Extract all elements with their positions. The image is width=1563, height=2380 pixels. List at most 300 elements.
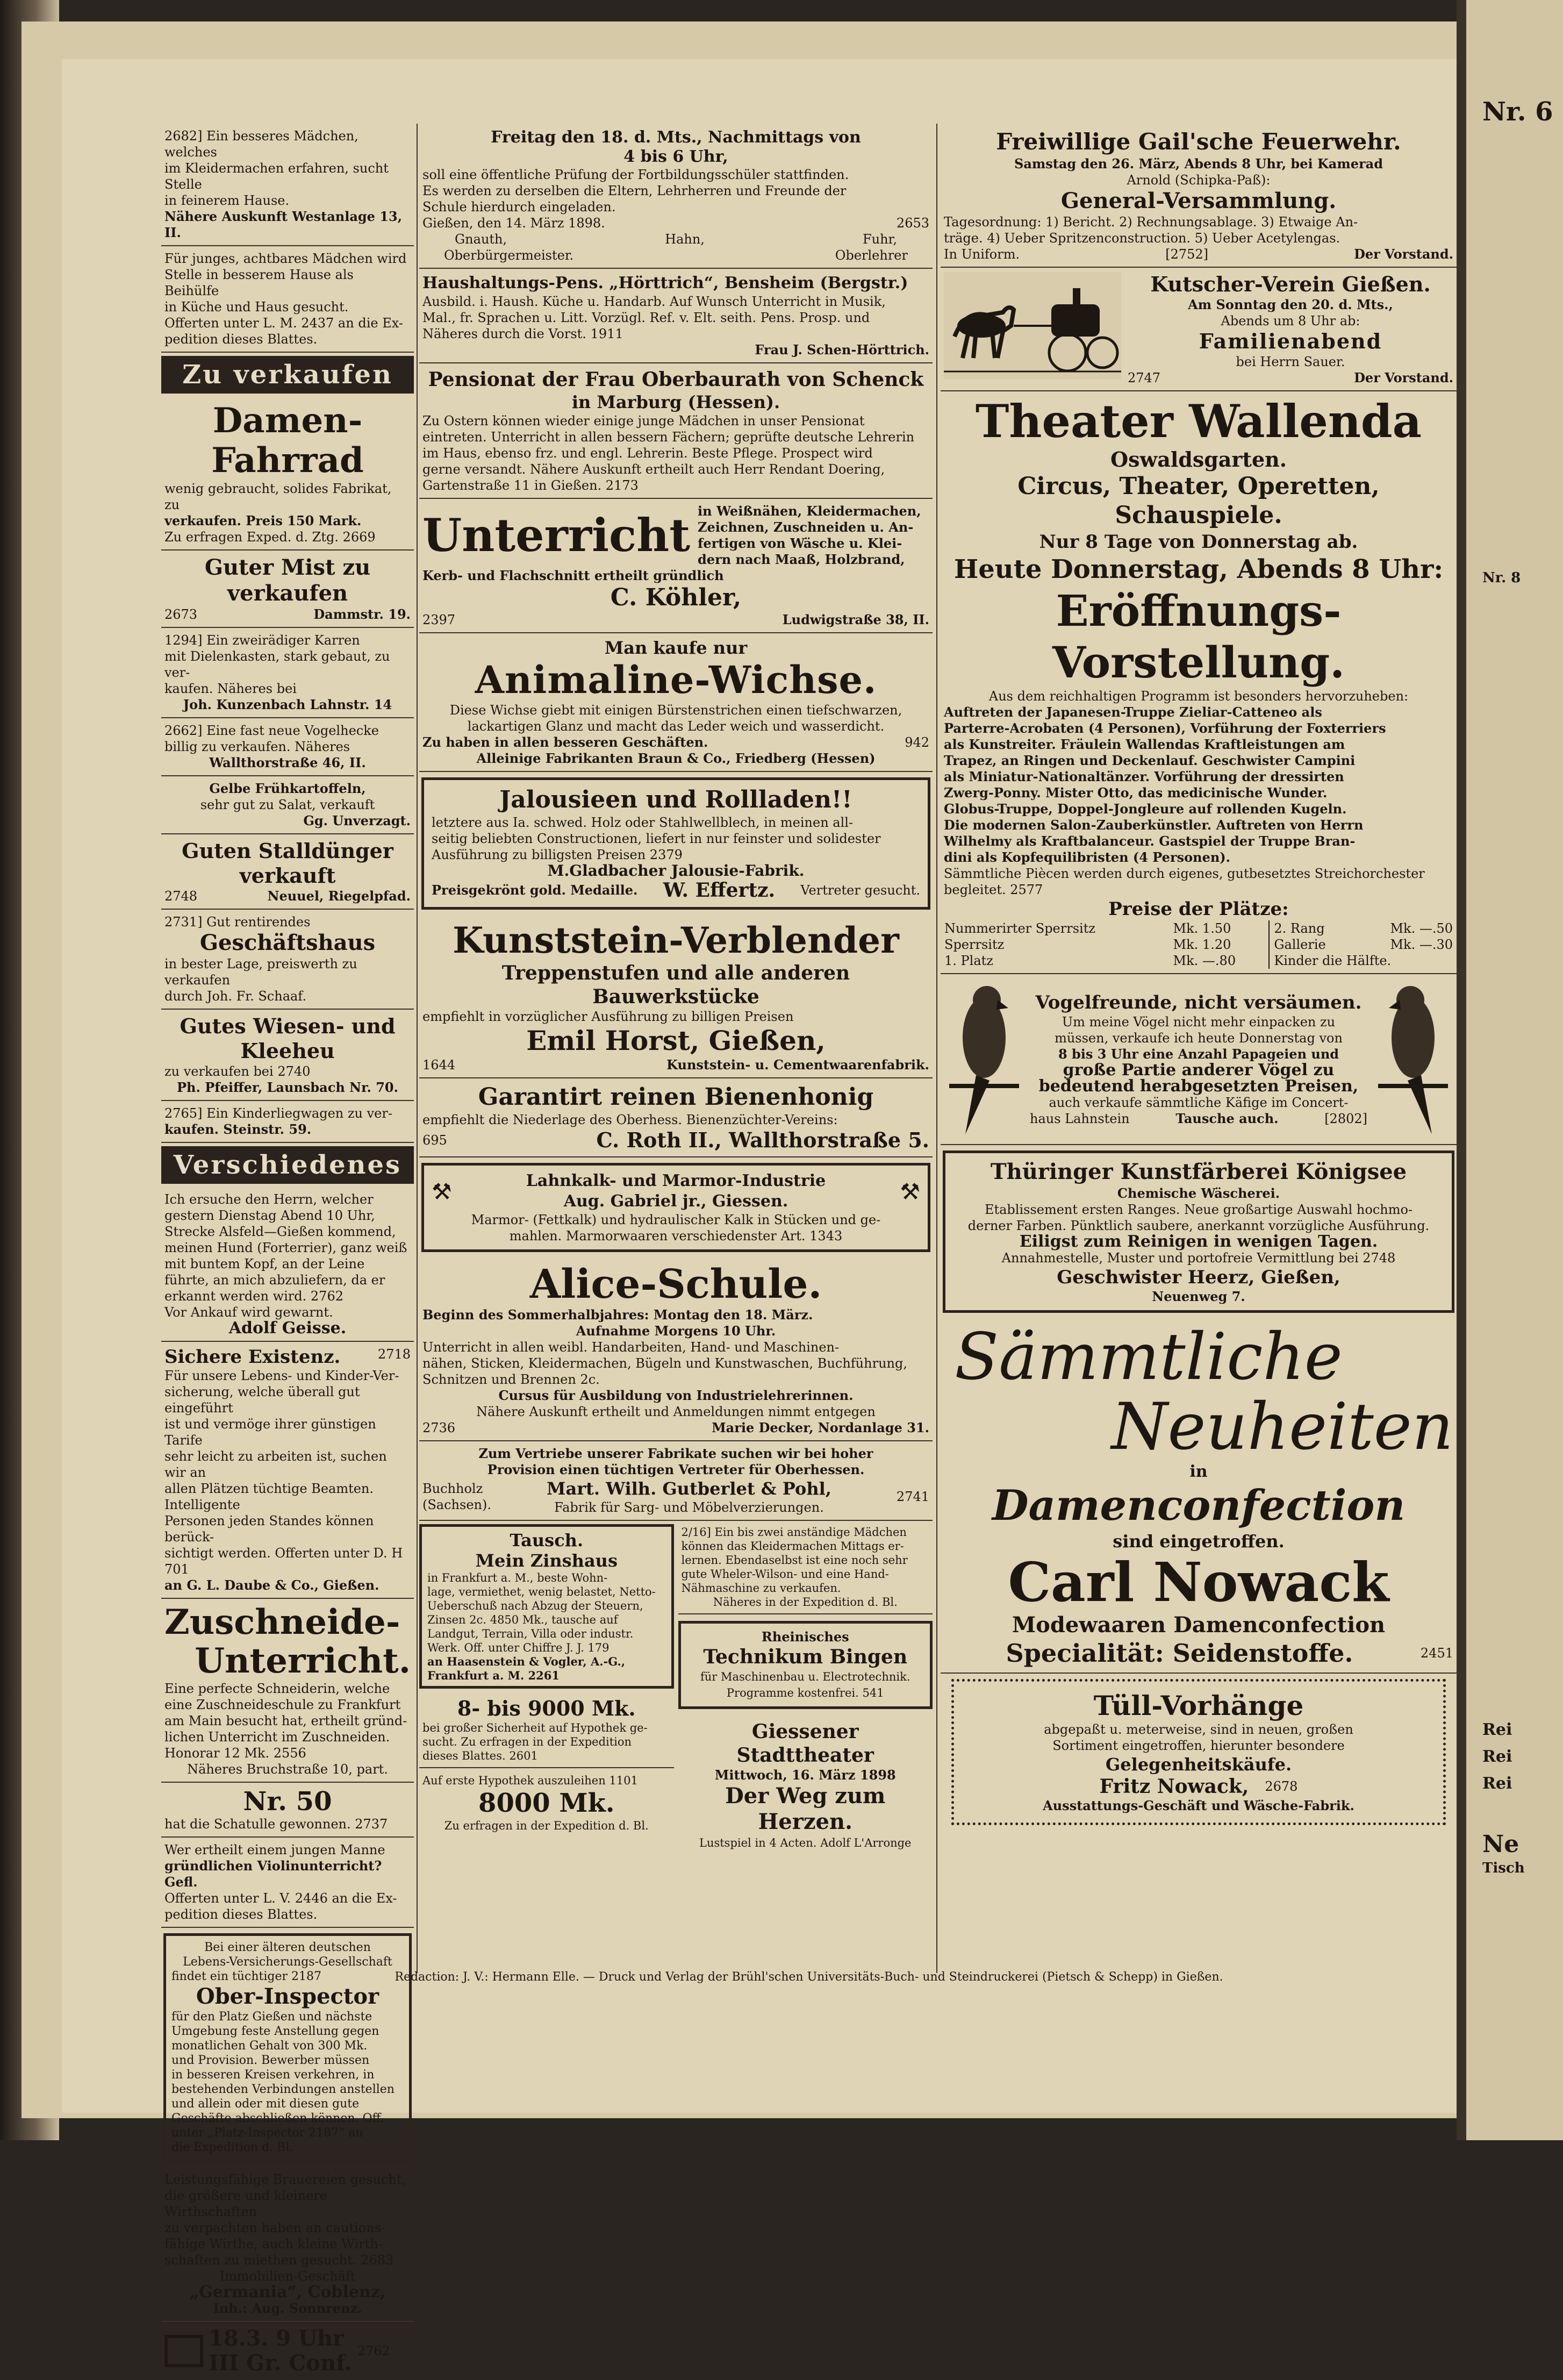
ad-line: Vor Ankauf wird gewarnt. [164, 1305, 333, 1320]
ad-line: Für junges, achtbares Mädchen wird [164, 251, 407, 266]
facing-page [1457, 0, 1563, 2140]
ad-line: Schule hierdurch eingeladen. [422, 199, 616, 215]
ad-title: Vogelfreunde, nicht versäumen. [1035, 992, 1362, 1013]
ad-signature: Marie Decker, Nordanlage 31. [712, 1420, 929, 1435]
ad-line: Strecke Alsfeld—Gießen kommend, [164, 1224, 396, 1239]
parrot-illustration [944, 978, 1024, 1140]
ad-title: Technikum Bingen [703, 1646, 908, 1668]
ad-line: Etablissement ersten Ranges. Neue großartige Auswahl hochmo- [984, 1202, 1413, 1217]
imprint-footer: Redaction: J. V.: Hermann Elle. — Druck und Verlag der Brühl'schen Universitäts-Buch- und Steindruckerei (Pietsch & Schepp) in Gießen. [395, 1970, 1223, 1984]
ad-title: Ober-Inspector [196, 1984, 379, 2009]
ad-date: Mittwoch, 16. März 1898 [714, 1767, 896, 1783]
ad-line: findet ein tüchtiger 2187 [171, 1970, 321, 1983]
ad-sub: Modewaaren Damenconfection [1012, 1612, 1386, 1638]
ad-number: 2741 [896, 1489, 929, 1504]
ad-line: Ausbild. i. Haush. Küche u. Handarb. Auf Wunsch Unterricht in Musik, [422, 294, 886, 309]
ad-line: Provision einen tüchtigen Vertreter für Oberhessen. [487, 1462, 865, 1477]
ad-technikum [678, 1621, 933, 1709]
ad-line: fertigen von Wäsche u. Klei- [698, 535, 902, 551]
facing-page-text: Rei [1482, 1774, 1512, 1793]
ad-line: Näheres durch die Vorst. 1911 [422, 326, 623, 341]
ad-title: Freitag den 18. d. Mts., Nachmittags von [491, 128, 861, 147]
ad-line: Lebens-Versicherungs-Gesellschaft [183, 1955, 392, 1969]
ad-line: Zinsen 2c. 4850 Mk., tausche auf [427, 1613, 618, 1626]
ad-head: Familienabend [1199, 329, 1382, 353]
ad-line: Auf erste Hypothek auszuleihen 1101 [422, 1774, 638, 1787]
ad-line: Zu erfragen Exped. d. Ztg. 2669 [164, 530, 376, 545]
ad-lime-marble [421, 1163, 930, 1252]
ad-line: Gg. Unverzagt. [303, 813, 411, 828]
ad-carl-nowack [941, 1318, 1457, 1674]
ad-line: fähige Wirthe, auch kleine Wirth- [164, 2236, 383, 2252]
ad-number: 2397 [422, 612, 456, 627]
ad-line: abgepaßt u. meterweise, sind in neuen, großen [1044, 1722, 1353, 1737]
ad-prize: Preisgekrönt gold. Medaille. [432, 882, 638, 898]
ad-line: Stelle in besserem Hause als Beihülfe [164, 267, 354, 298]
ad-number: [2802] [1324, 1111, 1367, 1126]
ad-exchange-house [419, 1524, 674, 1689]
ad-line: Joh. Kunzenbach Lahnstr. 14 [183, 697, 392, 712]
ad-title: Giessener Stadttheater [736, 1720, 874, 1767]
ad-honey [419, 1078, 933, 1157]
ad-title: Kunststein-Verblender [453, 919, 899, 961]
ad-sub: Nur 8 Tage von Donnerstag ab. [1039, 531, 1358, 553]
ad-helper-wanted [161, 246, 414, 353]
ad-line: haus Lahnstein [1030, 1111, 1130, 1126]
ad-line: dini als Kopfequilibristen (4 Personen). [944, 849, 1230, 865]
ad-signatory: Gnauth, [455, 232, 507, 247]
pointing-hand-icon [164, 2335, 203, 2367]
ad-title: Alice-Schule. [529, 1261, 822, 1307]
ad-line: Aufnahme Morgens 10 Uhr. [576, 1323, 776, 1339]
ad-line: sehr leicht zu arbeiten ist, suchen wir an [164, 1449, 387, 1480]
ad-line: Unterricht in allen weibl. Handarbeiten, Hand- und Maschinen- [422, 1340, 840, 1355]
ad-line: gründlichen Violinunterricht? Gefl. [164, 1858, 382, 1890]
ad-dye-works [943, 1150, 1454, 1313]
ad-boarding-school [419, 363, 933, 499]
ad-line: gute Wheler-Wilson- und eine Hand- [681, 1568, 889, 1581]
ad-name: Fritz Nowack, [1099, 1775, 1249, 1798]
ad-line: Zeichnen, Zuschneiden u. An- [698, 519, 914, 535]
column-rule [417, 124, 418, 1973]
ad-line: und allein oder mit diesen gute [171, 2097, 360, 2111]
ad-title: Jalousieen und Rollladen!! [499, 786, 852, 813]
ad-title: 18.3. 9 Uhr [209, 2326, 345, 2351]
ad-line: bei Herrn Sauer. [1236, 354, 1345, 369]
table-cell: Kinder die Hälfte. [1269, 953, 1453, 969]
ad-line: die größere und kleinere Wirthschaften [164, 2188, 328, 2219]
ad-line: Für unsere Lebens- und Kinder-Ver- [164, 1368, 399, 1383]
ad-line: Chemische Wäscherei. [1117, 1185, 1280, 1201]
ad-place: Oswaldsgarten. [1110, 447, 1287, 471]
ad-city-theatre [678, 1716, 933, 1855]
ad-name: C. Roth II., Wallthorstraße 5. [596, 1128, 929, 1152]
ad-title: Sämmtliche [955, 1320, 1343, 1395]
ad-line: Offerten unter L. M. 2437 an die Ex- [164, 316, 403, 331]
ad-animaline-polish [419, 633, 933, 772]
ad-title: Damenconfection [992, 1481, 1406, 1530]
ad-number: [2752] [1165, 247, 1209, 262]
ad-tulle-curtains [951, 1679, 1446, 1825]
parrot-illustration [1373, 978, 1453, 1140]
ad-line: in bester Lage, preiswerth zu verkaufen [164, 956, 357, 988]
ad-line: sucht. Zu erfragen in der Expedition [422, 1735, 632, 1748]
ad-blinds [421, 777, 930, 910]
ad-line: Nähere Auskunft ertheilt und Anmeldungen nimmt entgegen [476, 1404, 876, 1419]
ad-line: als Kunstreiter. Fräulein Wallendas Kraftleistungen am [944, 737, 1345, 752]
table-cell: Mk. —.50 [1390, 921, 1453, 936]
ad-line: 2731] Gut rentirendes [164, 914, 311, 930]
ad-head: Circus, Theater, Operetten, Schauspiele. [1017, 473, 1380, 529]
ad-line: allen Plätzen tüchtige Beamten. Intelligente [164, 1481, 374, 1512]
ad-day: Heute Donnerstag, Abends 8 Uhr: [953, 554, 1444, 584]
ad-line: lage, vermiethet, wenig belastet, Netto- [427, 1585, 656, 1598]
ad-line: Wer ertheilt einem jungen Manne [164, 1842, 385, 1857]
ad-line: Bei einer älteren deutschen [204, 1941, 371, 1954]
ad-line: Frankfurt a. M. 2261 [427, 1669, 560, 1682]
ad-title: Haushaltungs-Pens. „Hörttrich“, Bensheim (Bergstr.) [422, 274, 908, 292]
ad-line: Die modernen Salon-Zauberkünstler. Auftreten von Herrn [944, 817, 1364, 833]
ad-breweries [161, 2167, 414, 2322]
ad-name: W. Effertz. [663, 879, 776, 902]
ad-line: verkaufen. Preis 150 Mark. [164, 513, 362, 528]
ad-title: Kutscher-Verein Gießen. [1150, 272, 1431, 296]
ad-line: Schnitzen und Brennen 2c. [422, 1372, 600, 1387]
ad-line: Marmor- (Fettkalk) und hydraulischer Kalk in Stücken und ge- [471, 1212, 881, 1227]
ad-line: Zwerg-Ponny. Mister Otto, das medicinische Wunder. [944, 785, 1328, 801]
ad-address: Ludwigstraße 38, II. [782, 612, 929, 627]
ad-line: Kerb- und Flachschnitt ertheilt gründlich [422, 568, 724, 583]
table-cell: 2. Rang [1269, 920, 1356, 937]
ad-place: Buchholz (Sachsen). [422, 1481, 491, 1512]
ad-title: Nr. 50 [243, 1786, 332, 1817]
hammer-icon: ⚒ [432, 1178, 452, 1205]
ad-title: Neuheiten [1111, 1390, 1453, 1464]
ad-title: Geschäftshaus [199, 930, 376, 955]
ad-mortgage-sought [419, 1692, 674, 1768]
ad-name: Geschwister Heerz, Gießen, [1057, 1267, 1340, 1288]
ad-line: im Kleidermachen erfahren, sucht Stelle [164, 161, 389, 192]
ad-line: große Partie anderer Vögel zu [1063, 1061, 1335, 1080]
table-cell: Mk. —.30 [1390, 937, 1453, 952]
ad-line: billig zu verkaufen. Näheres [164, 739, 350, 754]
ad-line: in Weißnähen, Kleidermachen, [698, 503, 921, 519]
ad-number: 2762 [357, 2343, 390, 2358]
ad-line: bedeutend herabgesetzten Preisen, [1038, 1077, 1359, 1096]
ad-line: derner Farben. Pünktlich saubere, anerkannt vorzügliche Ausführung. [967, 1218, 1430, 1233]
ad-title: Guter Mist zu verkaufen [204, 555, 371, 606]
ad-line: Näheres in der Expedition d. Bl. [713, 1596, 898, 1609]
ad-line: 2662] Eine fast neue Vogelhecke [164, 723, 379, 738]
ad-line: an Haasenstein & Vogler, A.-G., [427, 1655, 626, 1668]
ad-line: für Maschinenbau u. Electrotechnik. [700, 1670, 910, 1683]
ad-maid-seeking [161, 124, 414, 246]
ad-line: nähen, Sticken, Kleidermachen, Bügeln und Kunstwaschen, Buchführung, [422, 1356, 907, 1371]
ad-line: Ausstattungs-Geschäft und Wäsche-Fabrik. [1043, 1798, 1354, 1813]
ad-line: die Expedition d. Bl. [171, 2141, 293, 2154]
ad-cart [161, 628, 414, 718]
ad-line: Näheres Bruchstraße 10, part. [187, 1762, 388, 1777]
ad-signature: Tausche auch. [1175, 1111, 1279, 1126]
ad-line: hat die Schatulle gewonnen. 2737 [164, 1817, 388, 1832]
ad-line: Ausführung zu billigsten Preisen 2379 [432, 847, 683, 862]
ad-line: zu verpachten haben an cautions- [164, 2220, 386, 2235]
ad-line: Arnold (Schipka-Paß): [1127, 173, 1271, 188]
ad-line: Parterre-Acrobaten (4 Personen), Vorführung der Foxterriers [944, 720, 1386, 736]
ad-title: Aug. Gabriel jr., Giessen. [563, 1192, 788, 1211]
ad-line: und Provision. Bewerber müssen [171, 2054, 370, 2067]
section-heading-miscellaneous: Verschiedenes [161, 1146, 414, 1184]
ad-stable-manure [161, 834, 414, 910]
ad-title: Thüringer Kunstfärberei Königsee [990, 1159, 1407, 1184]
ad-line: lackartigen Glanz und macht das Leder weich und wasserdicht. [467, 719, 885, 734]
ad-line: sehr gut zu Salat, verkauft [200, 797, 375, 812]
facing-page-text: Rei [1482, 1720, 1512, 1739]
ad-line: Samstag den 26. März, Abends 8 Uhr, bei Kamerad [1014, 156, 1383, 171]
facing-page-text: Ne [1482, 1831, 1519, 1858]
ad-inspector-wanted [163, 1933, 412, 2162]
ad-line: Immobilien-Geschäft [219, 2269, 356, 2284]
ad-line: Mal., fr. Sprachen u. Litt. Vorzügl. Ref. v. Elt. seith. Pens. Prosp. und [422, 310, 870, 325]
table-row [944, 920, 1453, 937]
column-1 [161, 124, 414, 2380]
ad-title: 8000 Mk. [478, 1788, 615, 1818]
ad-cutting-lessons [161, 1599, 414, 1783]
ad-number: 1644 [422, 1057, 456, 1073]
ad-lottery [161, 1783, 414, 1838]
ad-number: 695 [422, 1132, 447, 1148]
ad-line: in feinerem Hause. [164, 193, 290, 208]
ad-line: Rheinisches [761, 1629, 849, 1645]
ad-line: führte, an mich abzuliefern, da er [164, 1273, 385, 1288]
ad-household-pension [419, 269, 933, 363]
ad-firm: M.Gladbacher Jalousie-Fabrik. [547, 862, 805, 880]
ad-school-exam [419, 124, 933, 269]
ad-line: Wallthorstraße 46, II. [209, 755, 366, 770]
ad-line: Sortiment eingetroffen, hierunter besondere [1052, 1738, 1345, 1753]
table-cell: Mk. 1.20 [1173, 937, 1231, 952]
ad-line: Lustspiel in 4 Acten. Adolf L'Arronge [699, 1836, 912, 1849]
ad-line: Zu erfragen in der Expedition d. Bl. [444, 1819, 649, 1832]
ad-number: 2748 [164, 889, 198, 904]
ad-title: Garantirt reinen Bienenhonig [478, 1083, 874, 1111]
ad-line: können das Kleidermachen Mittags er- [681, 1540, 904, 1553]
ad-line: Wilhelmy als Kraftbalanceur. Gastspiel der Truppe Bran- [944, 833, 1356, 849]
ad-title: Tüll-Vorhänge [1093, 1690, 1304, 1721]
ad-business-house [161, 910, 414, 1010]
ad-title: Gutes Wiesen- und Kleeheu [180, 1014, 396, 1063]
ad-bird-friends [941, 974, 1457, 1145]
ad-alice-school [419, 1257, 933, 1441]
ad-signature: Der Vorstand. [1354, 370, 1453, 385]
facing-page-text: Nr. 6 [1482, 97, 1553, 127]
ad-line: Werk. Off. unter Chiffre J. J. 179 [427, 1641, 610, 1654]
ad-ladies-bicycle [161, 397, 414, 551]
ad-sub: Treppenstufen und alle anderen Bauwerkstücke [501, 962, 850, 1008]
section-heading-for-sale: Zu verkaufen [161, 356, 414, 394]
ad-big: Eröffnungs-Vorstellung. [1052, 585, 1345, 688]
ad-line: lernen. Ebendaselbst ist eine noch sehr [681, 1554, 908, 1567]
ad-signature: Adolf Geisse. [228, 1319, 347, 1338]
ad-number: 2653 [896, 216, 929, 231]
ad-role: Oberbürgermeister. [444, 248, 574, 263]
ad-line: gerne versandt. Nähere Auskunft ertheilt auch Herr Rendant Doering, [422, 462, 885, 477]
ad-line: lichen Unterricht im Zuschneiden. [164, 1729, 390, 1745]
ad-in: in [1189, 1462, 1208, 1481]
ad-birdcage [161, 718, 414, 776]
ad-signature: Frau J. Schen-Hörttrich. [755, 342, 929, 358]
ad-title: III Gr. Conf. [209, 2350, 352, 2376]
ad-line: Eiligst zum Reinigen in wenigen Tagen. [1019, 1232, 1378, 1251]
ad-address: Neuuel, Riegelpfad. [267, 888, 411, 904]
ad-line: meinen Hund (Forterrier), ganz weiß [164, 1240, 407, 1255]
ad-name: Emil Horst, Gießen, [526, 1025, 826, 1056]
ad-line: Aus dem reichhaltigen Programm ist besonders hervorzuheben: [988, 689, 1409, 704]
ad-title: Guten Stalldünger verkauft [182, 839, 393, 888]
ad-line: 2682] Ein besseres Mädchen, welches [164, 128, 359, 160]
ad-line: 2765] Ein Kinderliegwagen zu ver- [164, 1106, 392, 1121]
ad-head: Man kaufe nur [604, 638, 748, 658]
ad-mortgage-offer [419, 1768, 674, 1838]
ad-date: Gießen, den 14. März 1898. [422, 216, 605, 231]
ad-number: 2736 [422, 1420, 456, 1435]
ad-line: pedition dieses Blattes. [164, 1907, 318, 1922]
ad-line: als Miniatur-Nationaltänzer. Vorführung der dressirten [944, 769, 1344, 784]
ad-line: sicherung, welche überall gut eingeführt [164, 1384, 360, 1416]
ad-line: soll eine öffentliche Prüfung der Fortbildungsschüler stattfinden. [422, 167, 849, 182]
ad-title: Tausch. [510, 1530, 584, 1550]
ad-foot: Kunststein- u. Cementwaarenfabrik. [666, 1057, 929, 1073]
ad-title: Mein Zinshaus [475, 1550, 618, 1571]
ad-line: in besseren Kreisen verkehren, in [171, 2068, 375, 2082]
ad-sub: Fabrik für Sarg- und Möbelverzierungen. [554, 1500, 824, 1515]
table-row [944, 953, 1453, 969]
ad-firm: Mart. Wilh. Gutberlet & Pohl, [547, 1478, 831, 1499]
ad-line: Honorar 12 Mk. 2556 [164, 1746, 306, 1761]
ad-line: Auftreten der Japanesen-Truppe Zieliar-Catteneo als [944, 704, 1322, 720]
ad-manure [161, 551, 414, 628]
ad-sub: In Uniform. [944, 247, 1020, 262]
ad-line: Um meine Vögel nicht mehr einpacken zu [1062, 1014, 1336, 1030]
ad-line: Globus-Truppe, Doppel-Jongleure auf rollenden Kugeln. [944, 801, 1347, 817]
ad-line: dern nach Maaß, Holzbrand, [698, 552, 905, 567]
ad-theater-wallenda [941, 391, 1457, 974]
ad-line: empfiehlt die Niederlage des Oberhess. Bienenzüchter-Vereins: [422, 1112, 838, 1127]
ad-line: zu verkaufen bei 2740 [164, 1064, 311, 1079]
ad-play: Der Weg zum Herzen. [725, 1783, 886, 1834]
table-cell: Nummerirter Sperrsitz [944, 921, 1095, 936]
ad-line: Programme kostenfrei. 541 [726, 1686, 884, 1699]
price-table [944, 920, 1453, 969]
ad-line: Eine perfecte Schneiderin, welche [164, 1681, 390, 1696]
ad-title: Damen-Fahrrad [211, 401, 364, 481]
ad-firm: „Germania“, Coblenz, [189, 2283, 386, 2302]
facing-page-text: Rei [1482, 1747, 1512, 1766]
ad-name: C. Köhler, [610, 584, 742, 611]
ad-name: Carl Nowack [1008, 1550, 1389, 1614]
ad-line: mahlen. Marmorwaaren verschiedenster Art. 1343 [509, 1228, 843, 1243]
ad-line: Sämmtliche Piècen werden durch eigenes, gutbesetztes Streichorchester [944, 866, 1425, 881]
ad-address: Neuenweg 7. [1152, 1289, 1245, 1304]
ad-line: für den Platz Gießen und nächste [171, 2010, 372, 2024]
ad-line: im Haus, ebenso frz. und engl. Lehrerin. Beste Pflege. Prospect wird [422, 446, 873, 461]
table-cell: Gallerie [1269, 937, 1356, 953]
table-cell: Mk. —.80 [1173, 953, 1236, 968]
ad-line: sichtigt werden. Offerten unter D. H 701 [164, 1546, 403, 1577]
ad-line: Geschäfte abschließen können. Off. [171, 2112, 384, 2125]
table-row [944, 937, 1453, 953]
ad-line: mit Dielenkasten, stark gebaut, zu ver- [164, 649, 390, 680]
ad-line: kaufen. Steinstr. 59. [164, 1121, 312, 1137]
ad-line: Ph. Pfeiffer, Launsbach Nr. 70. [177, 1080, 398, 1095]
ad-line: Gelbe Frühkartoffeln, [209, 781, 366, 796]
ad-head: General-Versammlung. [1060, 188, 1337, 213]
ad-line: Gartenstraße 11 in Gießen. 2173 [422, 478, 639, 493]
ad-spec: Specialität: Seidenstoffe. [1006, 1639, 1353, 1668]
ad-line: Alleinige Fabrikanten Braun & Co., Friedberg (Hessen) [476, 751, 876, 766]
ad-title: Pensionat der Frau Oberbaurath von Schenck [428, 368, 924, 391]
ad-line: Annahmestelle, Muster und portofreie Vermittlung bei 2748 [1001, 1250, 1396, 1266]
ad-line: Am Sonntag den 20. d. Mts., [1188, 297, 1393, 312]
ad-line: mit buntem Kopf, an der Leine [164, 1256, 365, 1271]
ad-line: pedition dieses Blattes. [164, 332, 318, 347]
facing-page-text: Tisch [1482, 1860, 1525, 1876]
ad-line: unter „Platz-Inspector 2187“ an [171, 2126, 363, 2140]
ad-sewing-lessons [419, 499, 933, 633]
ad-head: Gelegenheitskäufe. [1105, 1754, 1292, 1775]
table-cell: Mk. 1.50 [1173, 921, 1231, 936]
ad-artificial-stone [419, 915, 933, 1078]
ad-line: erkannt werden wird. 2762 [164, 1289, 343, 1304]
ad-line: am Main besucht hat, ertheilt gründ- [164, 1713, 407, 1728]
ad-line: 8 bis 3 Uhr eine Anzahl Papageien und [1058, 1046, 1339, 1062]
ad-line: träge. 4) Ueber Spritzenconstruction. 5) Ueber Acetylengas. [944, 231, 1340, 246]
ad-line: 1294] Ein zweirädiger Karren [164, 633, 360, 648]
ad-line: Es werden zu derselben die Eltern, Lehrherren und Freunde der [422, 183, 847, 198]
ad-line: in Frankfurt a. M., beste Wohn- [427, 1571, 608, 1584]
ad-conference [161, 2322, 414, 2380]
ad-title: Sichere Existenz. [164, 1346, 341, 1368]
ad-owner: Inh.: Aug. Sonnrenz. [213, 2300, 362, 2316]
ad-sewing-girls [678, 1521, 933, 1614]
ad-coachmen-club [941, 268, 1457, 391]
ad-line: empfiehlt in vorzüglicher Ausführung zu billigen Preisen [422, 1009, 794, 1024]
ad-line: begleitet. 2577 [944, 882, 1043, 897]
ad-line: Nähere Auskunft Westanlage 13, II. [164, 209, 403, 240]
column-3 [941, 124, 1457, 1831]
ad-line: monatlichen Gehalt von 300 Mk. [171, 2039, 368, 2053]
ad-violin-lessons [161, 1838, 414, 1928]
ad-line: seitig beliebten Constructionen, liefert in nur feinster und solidester [432, 831, 881, 846]
ad-line: in Küche und Haus gesucht. [164, 299, 349, 315]
ad-title: Unterricht [422, 509, 691, 562]
ad-line: Landgut, Terrain, Villa oder industr. [427, 1627, 634, 1640]
ad-line: kaufen. Näheres bei [164, 681, 297, 696]
ad-line: gestern Dienstag Abend 10 Uhr, [164, 1208, 375, 1223]
ad-role: Oberlehrer [835, 248, 908, 263]
column-rule [936, 124, 937, 1973]
ad-potatoes [161, 776, 414, 834]
ad-line: Leistungsfähige Brauereien gesucht, [164, 2172, 406, 2187]
ad-number: 2718 [377, 1347, 411, 1362]
ad-line: an G. L. Daube & Co., Gießen. [164, 1577, 379, 1593]
ad-line: letztere aus Ia. schwed. Holz oder Stahlwellblech, in meinen all- [432, 815, 854, 830]
ad-line: Offerten unter L. V. 2446 an die Ex- [164, 1891, 397, 1906]
ad-line: Nähmaschine zu verkaufen. [681, 1582, 841, 1595]
ad-sub: Vertreter gesucht. [800, 883, 920, 898]
ad-line: Zum Vertriebe unserer Fabrikate suchen wir bei hoher [478, 1446, 873, 1461]
ad-line: Zu Ostern können wieder einige junge Mädchen in unser Pensionat [422, 413, 865, 428]
